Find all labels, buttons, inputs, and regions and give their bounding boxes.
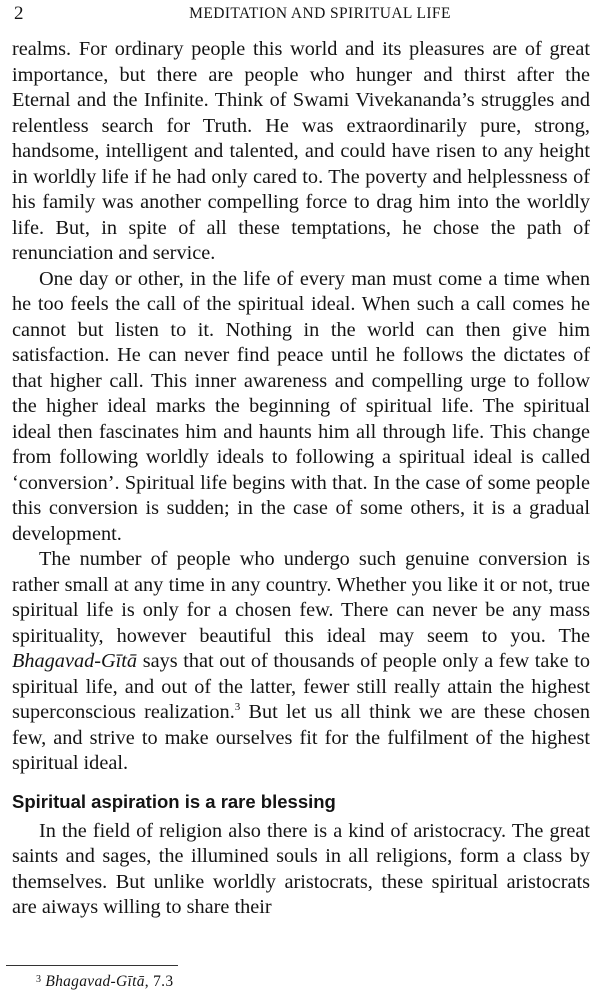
book-title-bhagavad-gita: Bhagavad-Gītā xyxy=(12,650,138,672)
section-heading: Spiritual aspiration is a rare blessing xyxy=(12,790,336,812)
page-number: 2 xyxy=(14,3,24,24)
paragraph-3-text-a: The number of people who undergo such genuine conversion is rather small at any time in any country. Whether you like it or not, true spiritual life is only for a chosen few. There can never be any mass spirituality, however beautiful this ideal may seem to you. The xyxy=(12,548,590,647)
paragraph-3-text-c: But let us all think we are these chosen few, and strive to make ourselves fit for the fulfilment of the highest spiritual ideal. xyxy=(12,701,590,774)
footnote-source: Bhagavad-Gītā xyxy=(45,973,145,990)
body-text xyxy=(12,37,590,921)
paragraph-1: realms. For ordinary people this world and its pleasures are of great importance, but there are people who hunger and thirst after the Eternal and the Infinite. Think of Swami Vivekananda’s struggles and relentless search for Truth. He was extraordinarily pure, strong, handsome, intelligent and talented, and could have risen to any height in worldly life if he had only cared to. The poverty and helplessness of his family was another compelling force to drag him into the worldly life. But, in spite of all these temptations, he chose the path of renunciation and service. xyxy=(12,38,590,264)
footnote-reference: , 7.3 xyxy=(144,973,174,990)
footnote-marker: 3 xyxy=(36,974,42,985)
footnote-divider xyxy=(6,965,178,966)
paragraph-3 xyxy=(12,547,590,777)
paragraph-4: In the field of religion also there is a kind of aristocracy. The great saints and sages, the illumined souls in all religions, form a class by themselves. But unlike worldly aristocrats, these spiritual aristocrats are aiways willing to share their xyxy=(12,819,590,918)
paragraph-2: One day or other, in the life of every man must come a time when he too feels the call of the spiritual ideal. When such a call comes he cannot but listen to it. Nothing in the world can then give him satisfaction. He can never find peace until he follows the dictates of that higher call. This inner awareness and compelling urge to follow the higher ideal marks the beginning of spiritual life. The spiritual ideal then fascinates him and haunts him all through life. This change from following worldly ideals to following a spiritual ideal is called ‘conversion’. Spiritual life begins with that. In the case of some people this conversion is sudden; in the case of some others, it is a gradual development. xyxy=(12,267,590,545)
footnote-reference-3: 3 xyxy=(234,701,241,713)
footnote xyxy=(36,973,173,991)
paragraph-3-text-b: says that out of thousands of people only a few take to spiritual life, and out of the latter, fewer still really attain the highest superconscious realization. xyxy=(12,650,590,723)
running-title: MEDITATION AND SPIRITUAL LIFE xyxy=(189,5,451,22)
running-header xyxy=(14,3,586,29)
